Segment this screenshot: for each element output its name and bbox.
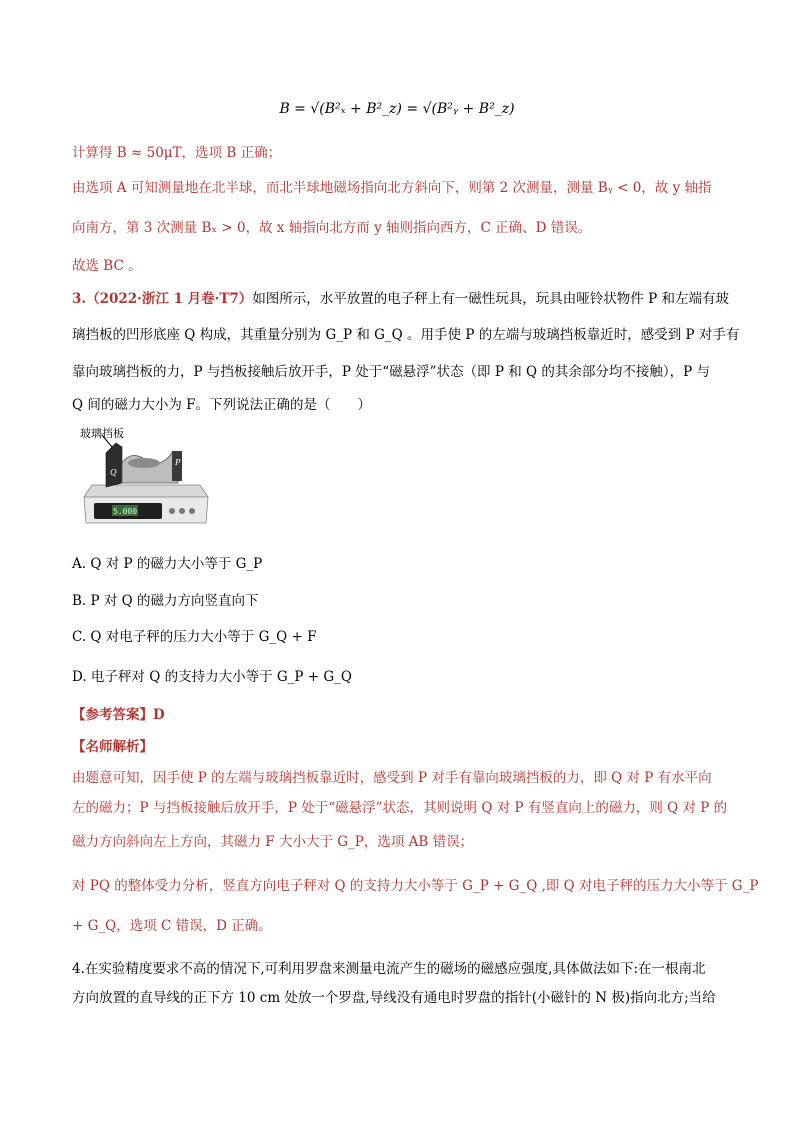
scale-button — [179, 508, 185, 514]
scale-top — [84, 485, 208, 497]
question-3-line-3: 靠向玻璃挡板的力，P 与挡板接触后放开手，P 处于“磁悬浮”状态（即 P 和 Q 的其余部分均不接触），P 与 — [72, 364, 710, 380]
solution-line-3: 向南方，第 3 次测量 Bₓ > 0，故 x 轴指向北方而 y 轴则指向西方，C 正确、D 错误。 — [72, 220, 592, 236]
formula: B = √(B²ₓ + B²_z) = √(B²ᵧ + B²_z) — [279, 101, 515, 117]
toy-base-q — [122, 453, 178, 483]
figure-label: 玻璃挡板 — [80, 427, 124, 440]
label-arrow — [102, 435, 112, 447]
label-q: Q — [110, 468, 117, 477]
scale-reading: 5.000 — [112, 507, 138, 516]
question-3-text-1: 如图所示，水平放置的电子秤上有一磁性玩具，玩具由哑铃状物件 P 和左端有玻 — [252, 291, 729, 307]
question-4-line-2: 方向放置的直导线的正下方 10 cm 处放一个罗盘,导线没有通电时罗盘的指针(小磁针的 N 极)指向北方;当给 — [72, 990, 716, 1006]
option-d: D. 电子秤对 Q 的支持力大小等于 G_P + G_Q — [72, 669, 352, 685]
analysis-line-5: + G_Q，选项 C 错误，D 正确。 — [72, 918, 272, 934]
question-3-line-4: Q 间的磁力大小为 F。下列说法正确的是（ ） — [72, 397, 372, 413]
scale-figure — [72, 423, 210, 528]
solution-line-2: 由选项 A 可知测量地在北半球，而北半球地磁场指向北方斜向下，则第 2 次测量，测量 Bᵧ < 0，故 y 轴指 — [72, 180, 712, 196]
analysis-line-1: 由题意可知，因手使 P 的左端与玻璃挡板靠近时，感受到 P 对手有靠向玻璃挡板的力，即 Q 对 P 有水平向 — [72, 770, 712, 786]
scale-button — [189, 508, 195, 514]
analysis-line-3: 磁力方向斜向左上方向，其磁力 F 大小大于 G_P，选项 AB 错误； — [72, 834, 474, 850]
option-b: B. P 对 Q 的磁力方向竖直向下 — [72, 593, 259, 609]
scale-button — [169, 508, 175, 514]
answer: 【参考答案】D — [72, 707, 165, 723]
option-c: C. Q 对电子秤的压力大小等于 G_Q + F — [72, 629, 317, 645]
toy-p — [128, 458, 160, 468]
question-3-line-2: 璃挡板的凹形底座 Q 构成，其重量分别为 G_P 和 G_Q 。用手使 P 的左端与玻璃挡板靠近时，感受到 P 对手有 — [72, 327, 740, 343]
option-a: A. Q 对 P 的磁力大小等于 G_P — [72, 556, 263, 572]
analysis-line-2: 左的磁力；P 与挡板接触后放开手，P 处于“磁悬浮”状态，其则说明 Q 对 P 有竖直向上的磁力，则 Q 对 P 的 — [72, 800, 728, 816]
analysis-line-4: 对 PQ 的整体受力分析，竖直方向电子秤对 Q 的支持力大小等于 G_P + G_Q ,即 Q 对电子秤的压力大小等于 G_P — [72, 878, 759, 894]
question-3-source: 3.（2022·浙江 1 月卷·T7） — [72, 291, 253, 307]
glass-barrier — [106, 443, 122, 487]
question-3-line-1 — [72, 289, 729, 309]
solution-conclusion: 故选 BC 。 — [72, 258, 142, 274]
question-4-line-1: 4.在实验精度要求不高的情况下,可利用罗盘来测量电流产生的磁场的磁感应强度,具体做法如下:在一根南北 — [72, 961, 706, 977]
label-p: P — [175, 458, 181, 467]
analysis-heading: 【名师解析】 — [72, 739, 153, 755]
solution-line-1: 计算得 B ≈ 50μT，选项 B 正确； — [72, 145, 282, 161]
